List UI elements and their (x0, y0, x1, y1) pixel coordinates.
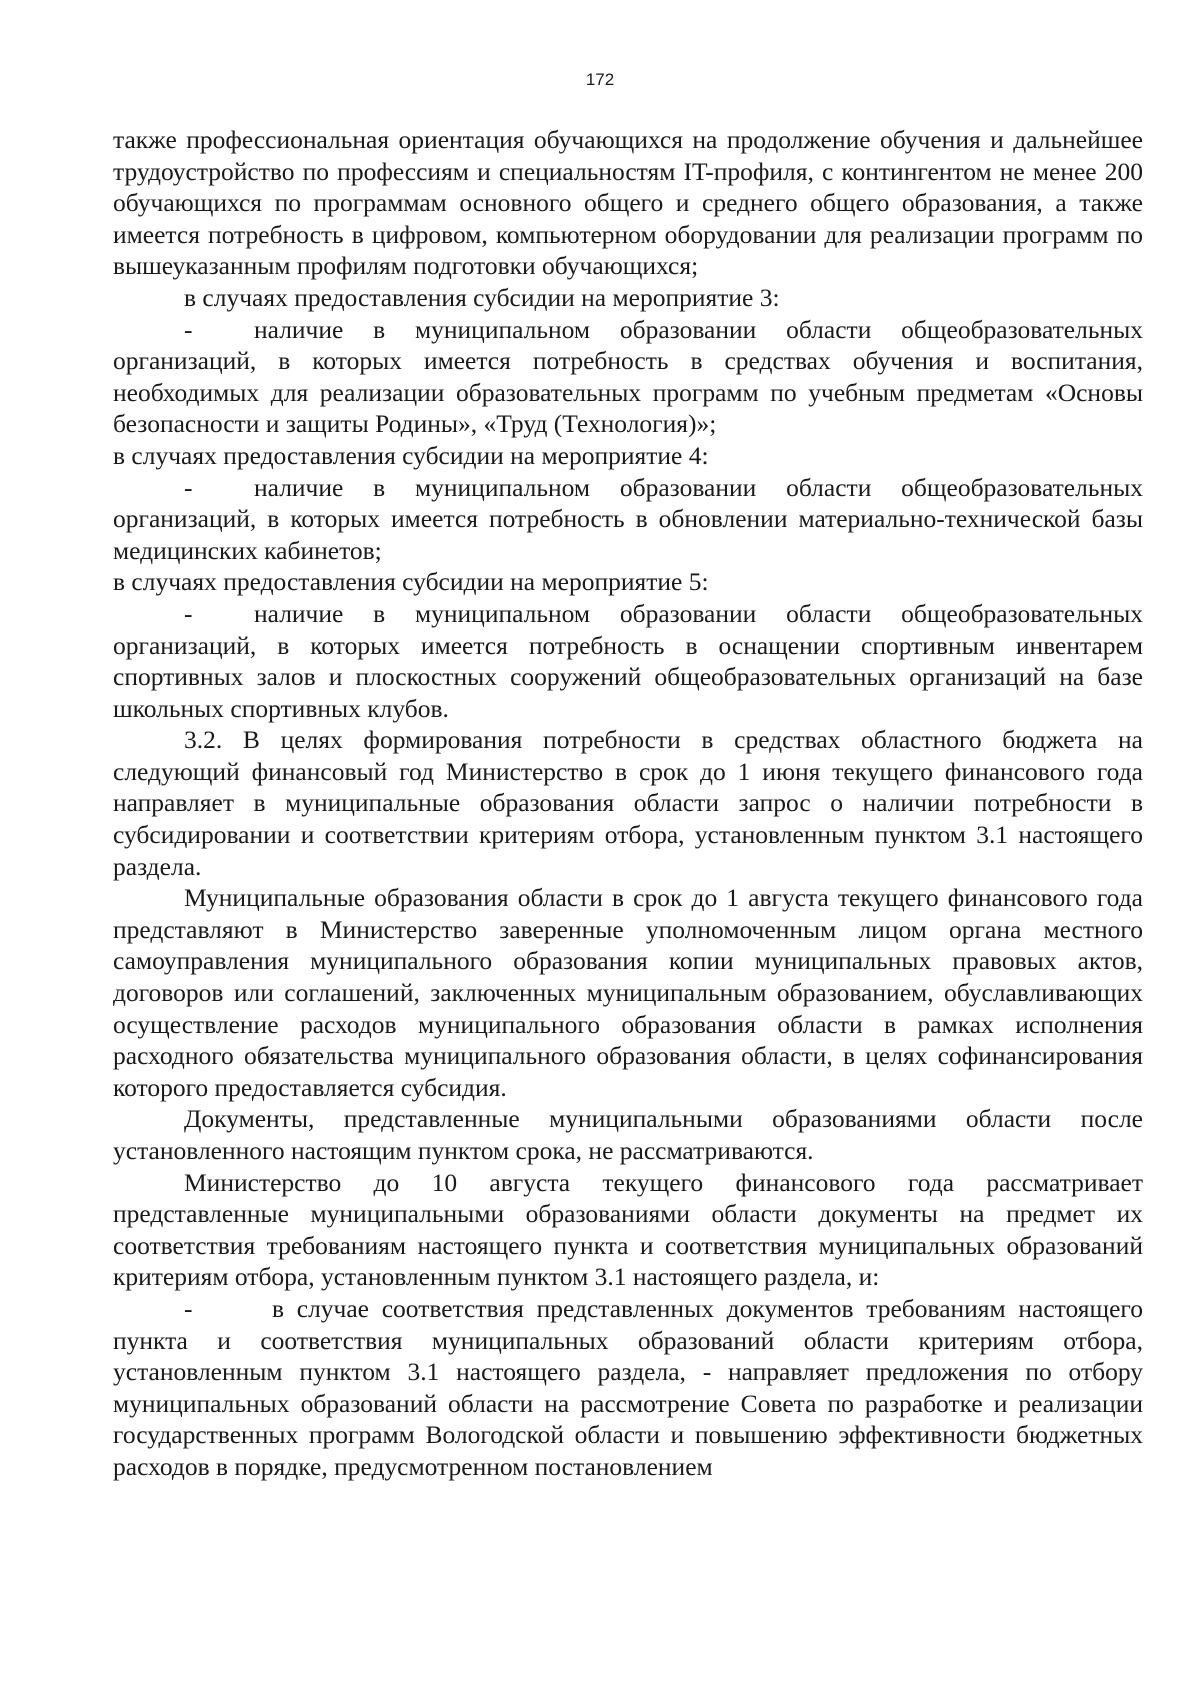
list-item (113, 1293, 1143, 1483)
paragraph: в случаях предоставления субсидии на мероприятие 5: (113, 567, 709, 597)
list-item-text: наличие в муниципальном образовании области общеобразовательных организаций, в которых имеется потребность в оснащении спортивным инвентарем спортивных залов и плоскостных сооружений общеобразовательных организаций на базе школьных спортивных клубов. (113, 598, 1143, 723)
paragraph: Муниципальные образования области в срок до 1 августа текущего финансового года представляют в Министерство заверенные уполномоченным лицом органа местного самоуправления муниципального образования копии муниципальных правовых актов, договоров или соглашений, заключенных муниципальным образованием, обуславливающих осуществление расходов муниципального образования области в рамках исполнения расходного обязательства муниципального образования области, в целях софинансирования которого предоставляется субсидия. (113, 883, 1143, 1102)
list-item (113, 314, 1143, 440)
list-dash: - (184, 314, 193, 344)
list-item-text: наличие в муниципальном образовании области общеобразовательных организаций, в которых имеется потребность в средствах обучения и воспитания, необходимых для реализации образовательных программ по учебным предметам «Основы безопасности и защиты Родины», «Труд (Технология)»; (113, 314, 1143, 439)
list-item (113, 472, 1143, 567)
paragraph: в случаях предоставления субсидии на мероприятие 4: (113, 440, 709, 470)
page-number: 172 (585, 70, 615, 89)
paragraph: также профессиональная ориентация обучающихся на продолжение обучения и дальнейшее трудоустройство по профессиям и специальностям IT-профиля, с контингентом не менее 200 обучающихся по программам основного общего и среднего общего образования, а также имеется потребность в цифровом, компьютерном оборудовании для реализации программ по вышеуказанным профилям подготовки обучающихся; (113, 125, 1143, 281)
list-dash: - (184, 472, 193, 502)
paragraph: Документы, представленные муниципальными образованиями области после установленного настоящим пунктом срока, не рассматриваются. (113, 1104, 1143, 1165)
paragraph: Министерство до 10 августа текущего финансового года рассматривает представленные муниципальными образованиями области документы на предмет их соответствия требованиям настоящего пункта и соответствия муниципальных образований критериям отбора, установленным пунктом 3.1 настоящего раздела, и: (113, 1167, 1143, 1292)
list-item (113, 598, 1143, 724)
list-dash: - (184, 598, 193, 628)
paragraph: 3.2. В целях формирования потребности в средствах областного бюджета на следующий финансовый год Министерство в срок до 1 июня текущего финансового года направляет в муниципальные образования области запрос о наличии потребности в субсидировании и соответствии критериям отбора, установленным пунктом 3.1 настоящего раздела. (113, 725, 1143, 881)
list-item-text: наличие в муниципальном образовании области общеобразовательных организаций, в которых имеется потребность в обновлении материально-технической базы медицинских кабинетов; (113, 472, 1143, 565)
paragraph: в случаях предоставления субсидии на мероприятие 3: (184, 282, 780, 312)
list-dash: - (184, 1293, 193, 1323)
document-body (113, 124, 1143, 1483)
list-item-text: в случае соответствия представленных документов требованиям настоящего пункта и соответствия муниципальных образований области критериям отбора, установленным пунктом 3.1 настоящего раздела, - направляет предложения по отбору муниципальных образований области на рассмотрение Совета по разработке и реализации государственных программ Вологодской области и повышению эффективности бюджетных расходов в порядке, предусмотренном постановлением (113, 1293, 1143, 1481)
